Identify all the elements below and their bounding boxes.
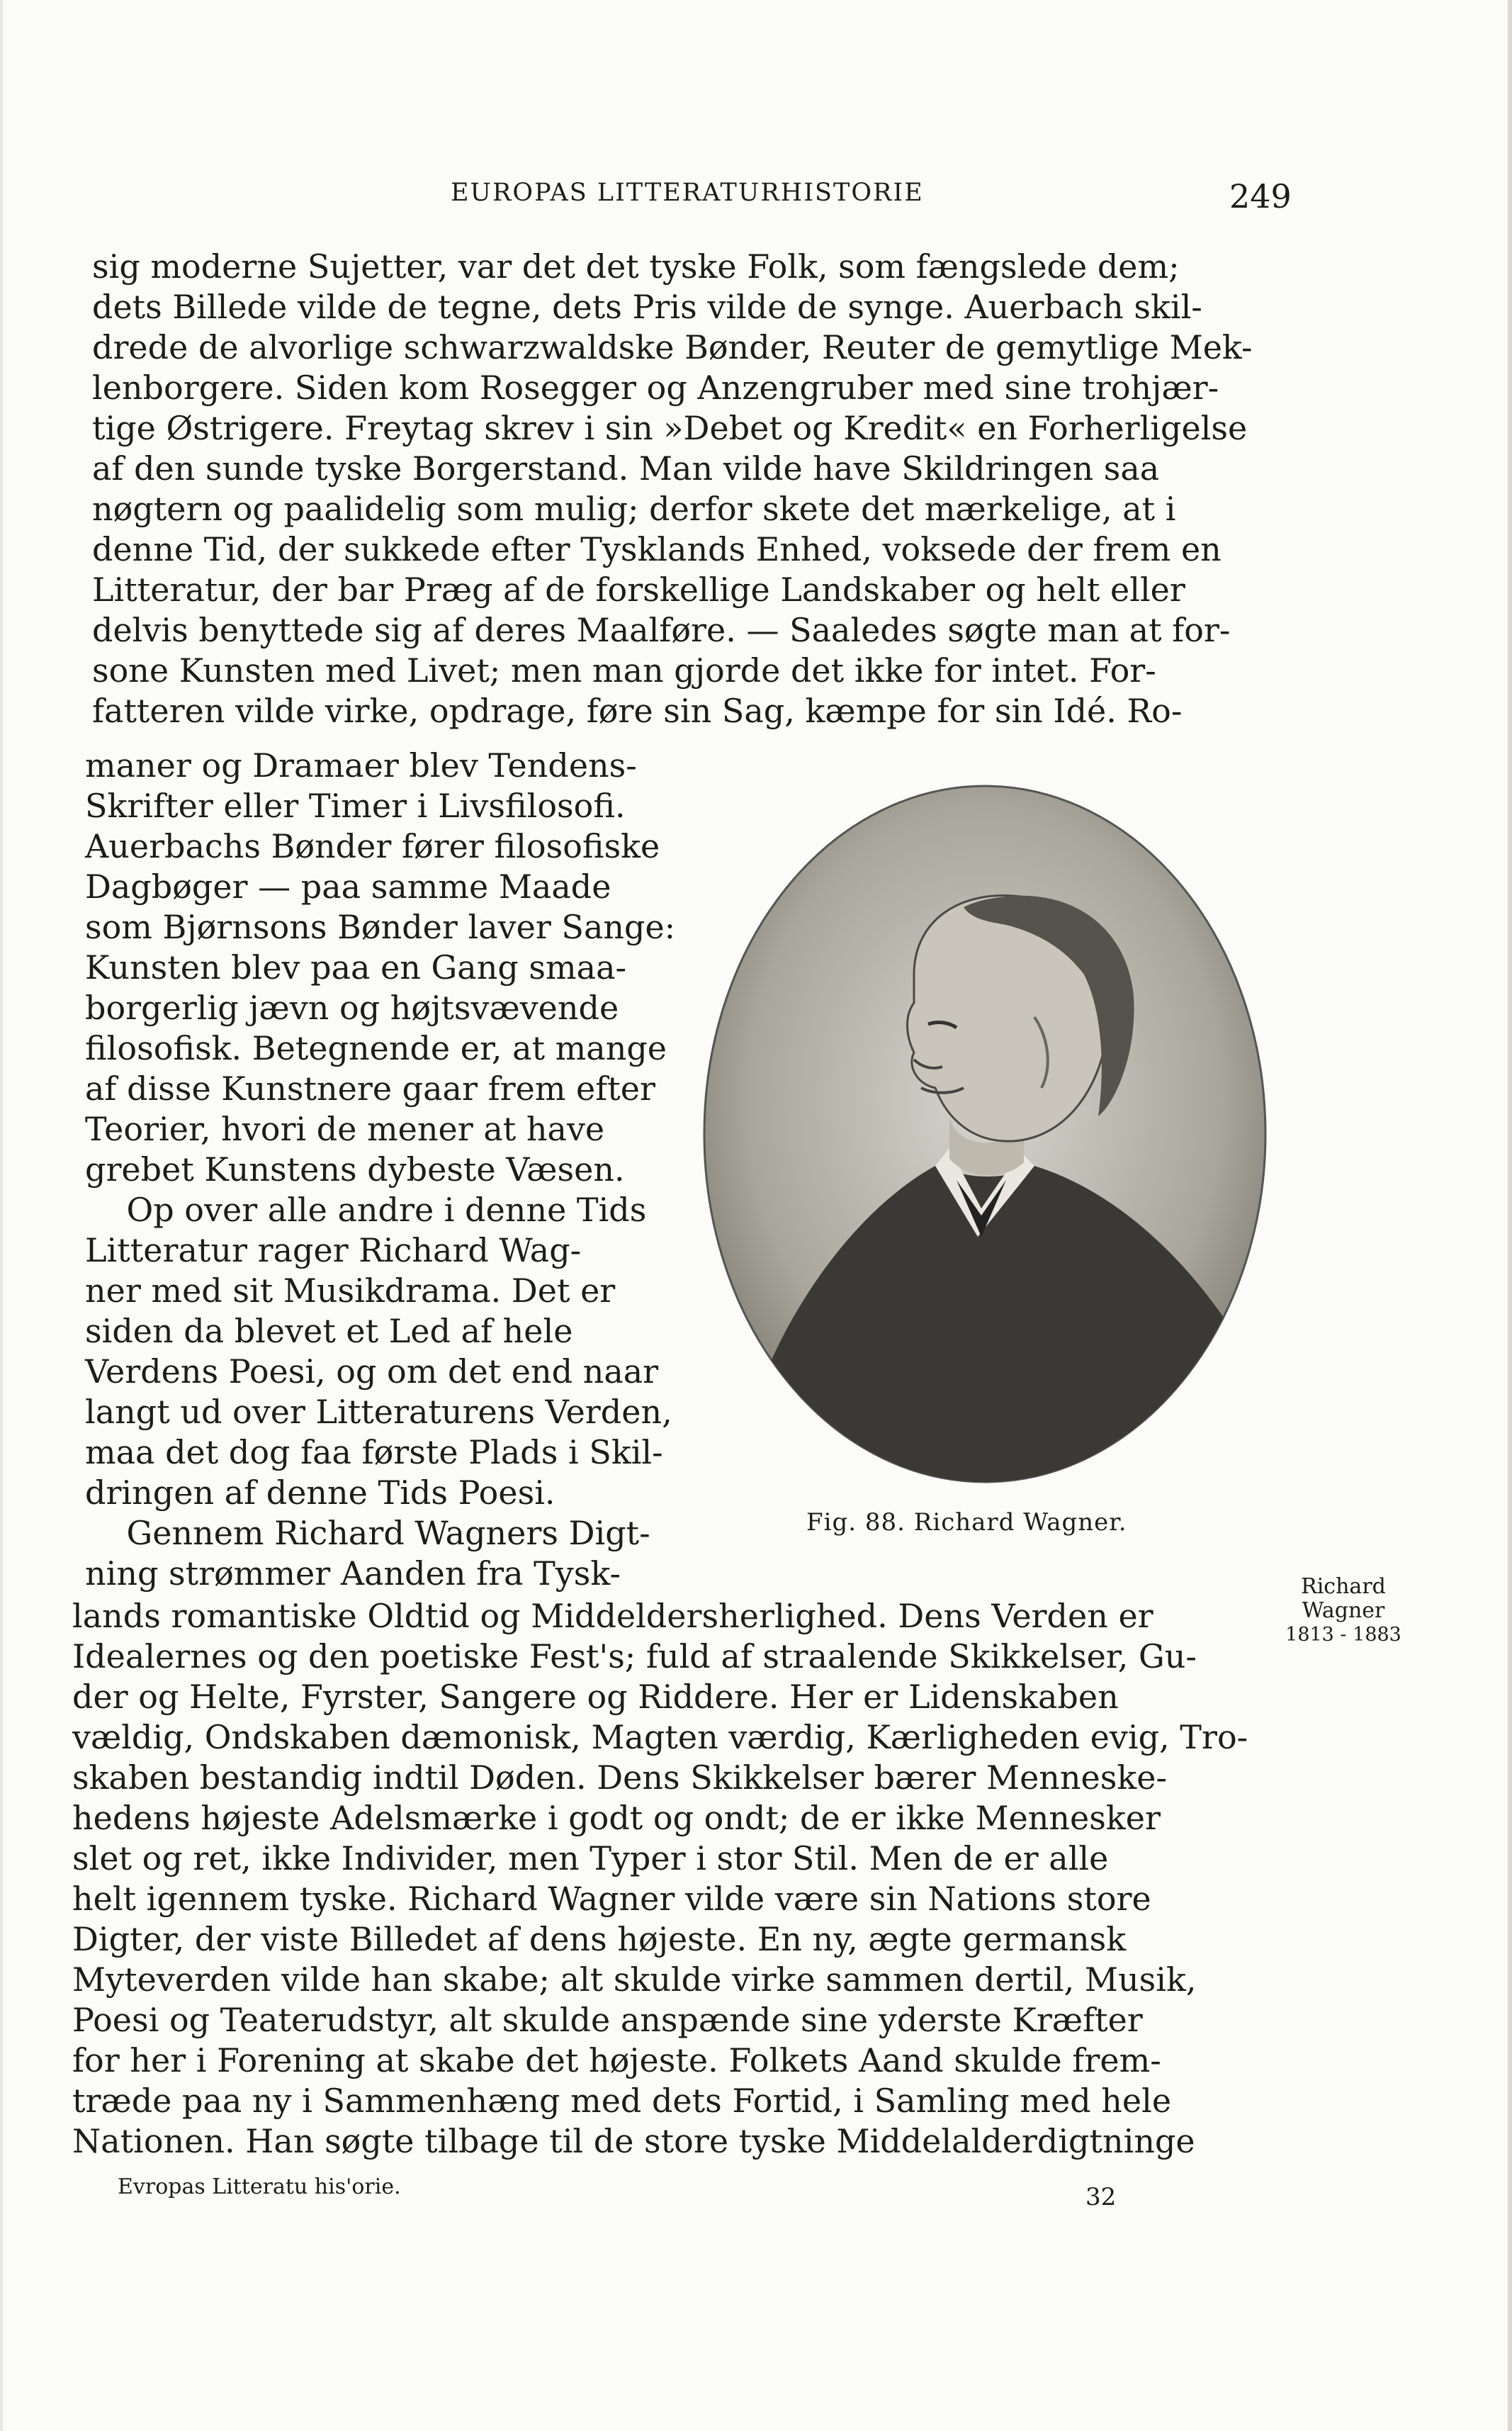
- body-paragraph-bottom: lands romantiske Oldtid og Middeldersherlighed. Dens Verden er Idealernes og den poetiske Fest's; fuld af straalende Skikkelser, Gu- der og Helte, Fyrster, Sangere og Riddere. Her er Lidenskaben vældig, Ondskaben dæmonisk, Magten værdig, Kærligheden evig, Tro- skaben bestandig indtil Døden. Dens Skikkelser bærer Menneske- hedens højeste Adelsmærke i godt og ondt; de er ikke Mennesker slet og ret, ikke Individer, men Typer i stor Stil. Men de er alle helt igennem tyske. Richard Wagner vilde være sin Nations store Digter, der viste Billedet af dens højeste. En ny, ægte germansk Myteverden vilde han skabe; alt skulde virke sammen dertil, Musik, Poesi og Teaterudstyr, alt skulde anspænde sine yderste Kræfter for her i Forening at skabe det højeste. Folkets Aand skulde frem- træde paa ny i Sammenhæng med dets Fortid, i Samling med hele Nationen. Han søgte tilbage til de store tyske Middelalderdigtninge: [72, 1597, 1248, 2160]
- margin-note-dates: 1813 - 1883: [1285, 1624, 1401, 1646]
- margin-note: [1280, 1575, 1407, 1647]
- body-column-left: maner og Dramaer blev Tendens- Skrifter eller Timer i Livsfilosofi. Auerbachs Bønder fører filosofiske Dagbøger — paa samme Maade som Bjørnsons Bønder laver Sange: Kunsten blev paa en Gang smaa- borgerlig jævn og højtsvævende filosofisk. Betegnende er, at mange af disse Kunstnere gaar frem efter Teorier, hvori de mener at have grebet Kunstens dybeste Væsen. Op over alle andre i denne Tids Litteratur rager Richard Wag- ner med sit Musikdrama. Det er siden da blevet et Led af hele Verdens Poesi, og om det end naar langt ud over Litteraturens Verden, maa det dog faa første Plads i Skil- dringen af denne Tids Poesi. Gennem Richard Wagners Digt- ning strømmer Aanden fra Tysk-: [85, 746, 676, 1593]
- body-paragraph-top: sig moderne Sujetter, var det det tyske Folk, som fængslede dem; dets Billede vilde de tegne, dets Pris vilde de synge. Auerbach skil- drede de alvorlige schwarzwaldske Bønder, Reuter de gemytlige Mek- lenborgere. Siden kom Rosegger og Anzengruber med sine trohjær- tige Østrigere. Freytag skrev i sin »Debet og Kredit« en Forherligelse af den sunde tyske Borgerstand. Man vilde have Skildringen saa nøgtern og paalidelig som mulig; derfor skete det mærkelige, at i denne Tid, der sukkede efter Tysklands Enhed, voksede der frem en Litteratur, der bar Præg af de forskellige Landskaber og helt eller delvis benyttede sig af deres Maalføre. — Saaledes søgte man at for- sone Kunsten med Livet; men man gjorde det ikke for intet. For- fatteren vilde virke, opdrage, føre sin Sag, kæmpe for sin Idé. Ro-: [92, 247, 1253, 730]
- running-head: EUROPAS LITTERATURHISTORIE: [451, 179, 924, 207]
- footer-book-title: Evropas Litteratu his'orie.: [118, 2174, 401, 2199]
- page-number: 249: [1229, 177, 1292, 215]
- footer-signature: 32: [1085, 2183, 1117, 2211]
- margin-note-name-first: Richard: [1301, 1574, 1386, 1599]
- figure-caption: Fig. 88. Richard Wagner.: [806, 1508, 1127, 1537]
- wagner-portrait: [701, 783, 1268, 1485]
- margin-note-name-last: Wagner: [1302, 1598, 1385, 1623]
